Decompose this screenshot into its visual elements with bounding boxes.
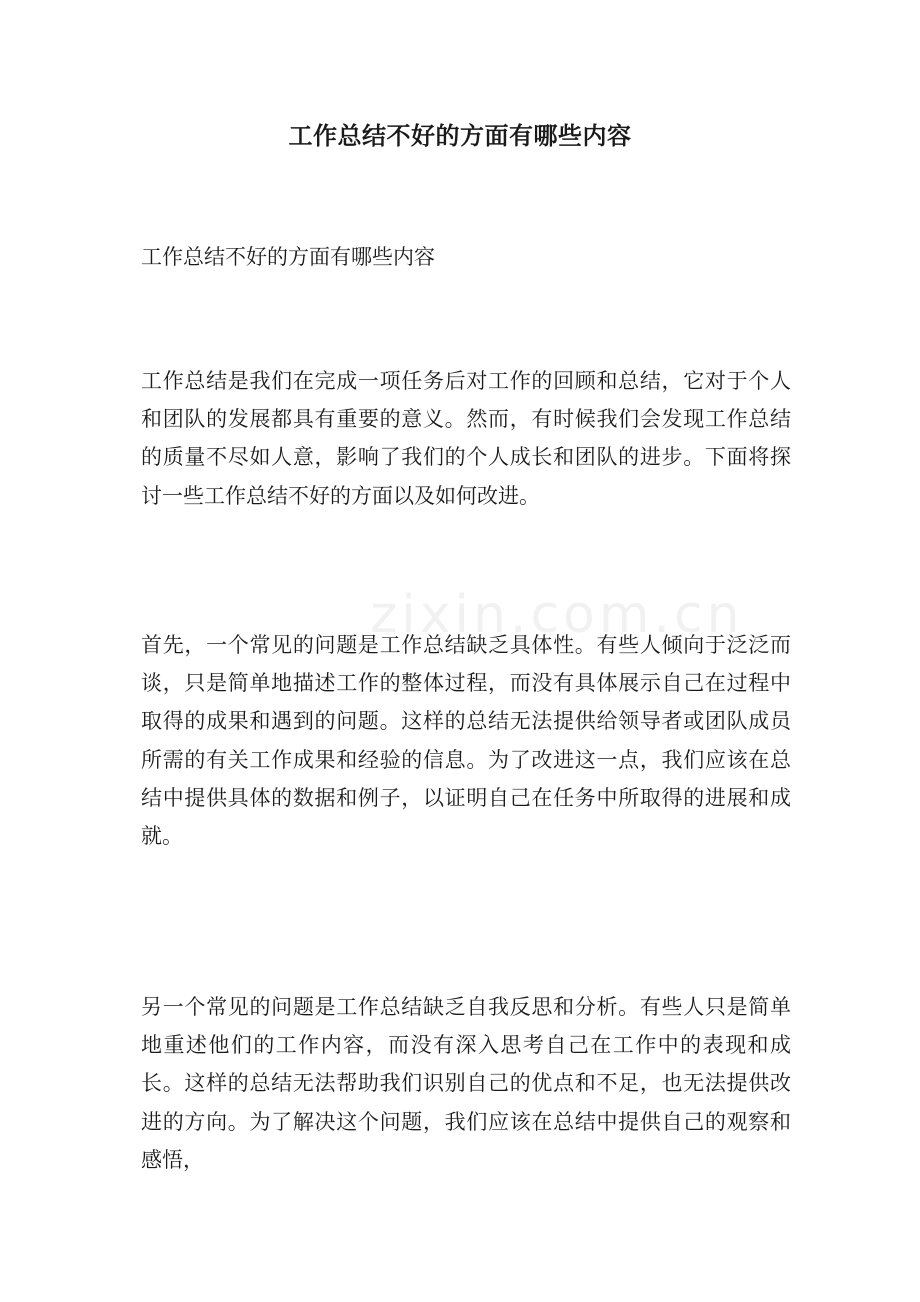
paragraph-intro: 工作总结是我们在完成一项任务后对工作的回顾和总结，它对于个人和团队的发展都具有重要的意义。然而，有时候我们会发现工作总结的质量不尽如人意，影响了我们的个人成长和团队的进步。下面将探讨一些工作总结不好的方面以及如何改进。 xyxy=(141,369,791,508)
paragraph-first-issue: 首先，一个常见的问题是工作总结缺乏具体性。有些人倾向于泛泛而谈，只是简单地描述工作的整体过程，而没有具体展示自己在过程中取得的成果和遇到的问题。这样的总结无法提供给领导者或团队成员所需的有关工作成果和经验的信息。为了改进这一点，我们应该在总结中提供具体的数据和例子，以证明自己在任务中所取得的进展和成就。 xyxy=(141,633,791,849)
watermark: zixin.com.cn xyxy=(370,585,744,645)
document-title: 工作总结不好的方面有哪些内容 xyxy=(288,121,632,150)
paragraph-second-issue: 另一个常见的问题是工作总结缺乏自我反思和分析。有些人只是简单地重述他们的工作内容，而没有深入思考自己在工作中的表现和成长。这样的总结无法帮助我们识别自己的优点和不足，也无法提供改进的方向。为了解决这个问题，我们应该在总结中提供自己的观察和感悟， xyxy=(141,995,791,1172)
document-subtitle: 工作总结不好的方面有哪些内容 xyxy=(141,245,435,269)
